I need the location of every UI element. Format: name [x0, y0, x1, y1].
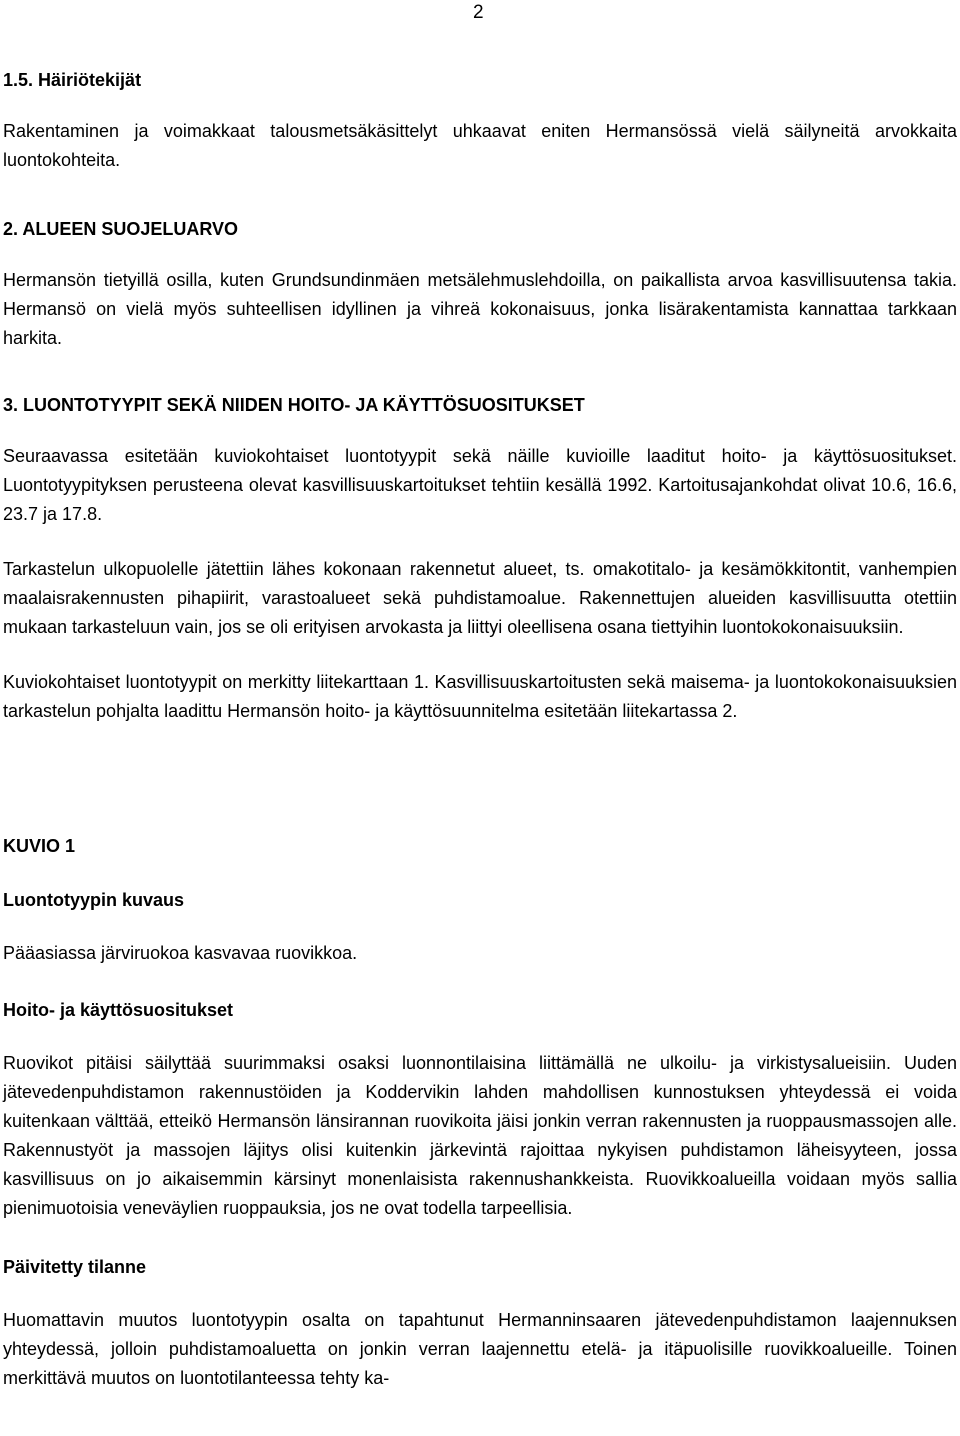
paragraph: Seuraavassa esitetään kuviokohtaiset luontotyypit sekä näille kuvioille laaditut hoito- ja käyttösuositukset. Luontotyypityksen perusteena olevat kasvillisuuskartoitukset tehtiin kesällä 1992. Kartoitusajankohdat olivat 10.6, 16.6, 23.7 ja 17.8. [3, 446, 957, 524]
kuvio-1-content [3, 886, 957, 1419]
section-heading-2: 2. ALUEEN SUOJELUARVO [3, 219, 239, 239]
paragraph: Pääasiassa järviruokoa kasvavaa ruovikkoa. [3, 943, 358, 963]
subheading-hoito-ja-kayttosuositukset: Hoito- ja käyttösuositukset [3, 1000, 234, 1020]
paragraph: Hermansön tietyillä osilla, kuten Grundsundinmäen metsälehmuslehdoilla, on paikallista arvoa kasvillisuutensa takia. Hermansö on vielä myös suhteellisen idyllinen ja vihreä kokonaisuus, jonka lisärakentamista kannattaa tarkkaan harkita. [3, 270, 957, 348]
page-number: 2 [473, 2, 484, 23]
paragraph: Tarkastelun ulkopuolelle jätettiin lähes kokonaan rakennetut alueet, ts. omakotitalo- ja kesämökkitontit, vanhempien maalaisrakennusten pihapiirit, varastoalueet sekä puhdistamoalue. Rakennettujen alueiden kasvillisuutta otettiin mukaan tarkasteluun vain, jos se oli erityisen arvokasta ja liittyi oleellisena osana tiettyihin luontokokonaisuuksiin. [3, 559, 957, 637]
paragraph: Kuviokohtaiset luontotyypit on merkitty liitekarttaan 1. Kasvillisuuskartoitusten sekä maisema- ja luontokokonaisuuksien tarkastelun pohjalta laadittu Hermansön hoito- ja käyttösuunnitelma esitetään liitekartassa 2. [3, 672, 957, 721]
paragraph: Huomattavin muutos luontotyypin osalta on tapahtunut Hermanninsaaren jätevedenpuhdistamon laajennuksen yhteydessä, jolloin puhdistamoaluetta on jonkin verran laajennettu etelä- ja itäpuolisille ruovikkoalueille. Toinen merkittävä muutos on luontotilanteessa tehty ka- [3, 1310, 957, 1388]
section-heading-1-5: 1.5. Häiriötekijät [3, 70, 142, 90]
paragraph: Rakentaminen ja voimakkaat talousmetsäkäsittelyt uhkaavat eniten Hermansössä vielä säilyneitä arvokkaita luontokohteita. [3, 121, 957, 170]
kuvio-1-heading-abs: KUVIO 1 [3, 836, 76, 856]
subheading-paivitetty-tilanne: Päivitetty tilanne [3, 1257, 147, 1277]
paragraph: Ruovikot pitäisi säilyttää suurimmaksi osaksi luonnontilaisina liittämällä ne ulkoilu- ja virkistysalueisiin. Uuden jätevedenpuhdistamon rakennustöiden ja Koddervikin lahden mahdollisen kunnostuksen yhteydessä ei voida kuitenkaan välttää, etteikö Hermansön länsirannan ruovikoita jäisi jonkin verran rakennusten ja ruoppausmassojen alle. Rakennustyöt ja massojen läjitys olisi kuitenkin järkevintä rajoittaa nykyisen puhdistamon läheisyyteen, jossa kasvillisuus on jo aikaisemmin kärsinyt monenlaisista rakennushankkeista. Ruovikkoalueilla voidaan myös sallia pienimuotoisia veneväylien ruoppauksia, jos ne ovat todella tarpeellisia. [3, 1053, 957, 1218]
section-heading-3: 3. LUONTOTYYPIT SEKÄ NIIDEN HOITO- JA KÄYTTÖSUOSITUKSET [3, 395, 585, 415]
document-body [3, 66, 957, 760]
subheading-luontotyypin-kuvaus: Luontotyypin kuvaus [3, 890, 185, 910]
